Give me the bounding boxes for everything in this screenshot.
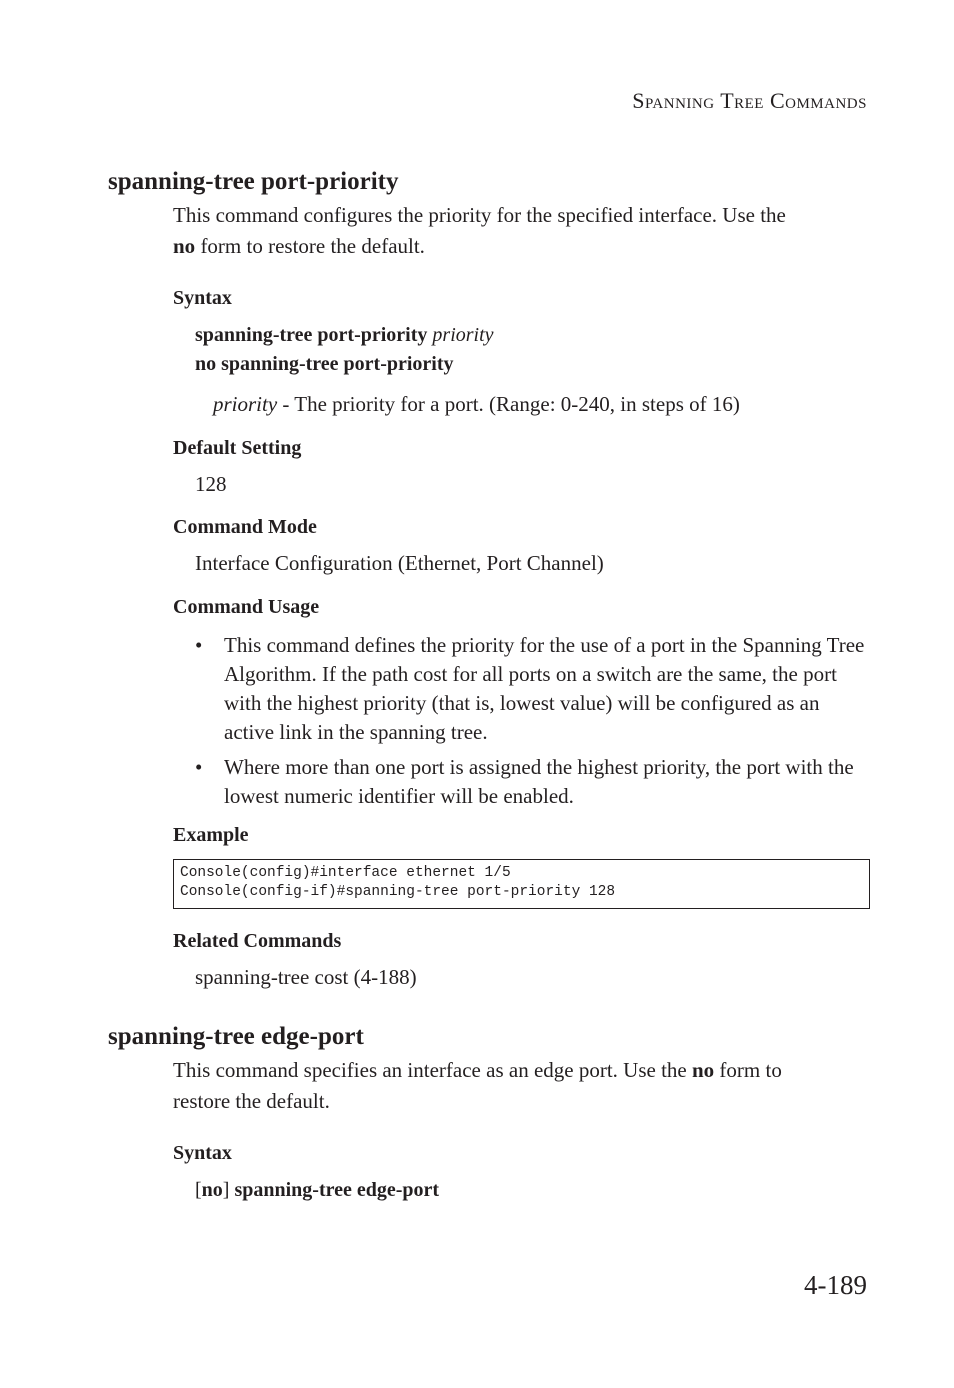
usage-item-text: This command defines the priority for the use of a port in the Spanning Tree Algorithm. If the path cost for all ports on a switch are the same, the port with the highest priority (that is, lowest value) will be configured as an active link in the spanning tree.: [224, 633, 865, 744]
page-number: 4-189: [804, 1270, 867, 1300]
syntax-heading: Syntax: [173, 287, 232, 309]
intro-line1: This command configures the priority for the specified interface. Use the: [173, 203, 786, 227]
syntax-block: [195, 321, 494, 379]
intro-no-keyword: no: [173, 234, 196, 258]
command-usage-heading: Command Usage: [173, 596, 320, 618]
command-mode-value: Interface Configuration (Ethernet, Port Channel): [195, 551, 604, 575]
command-mode-heading: Command Mode: [173, 516, 317, 538]
running-header: [632, 88, 867, 114]
intro-rest: form to restore the default.: [195, 234, 425, 258]
edge-intro-no-keyword: no: [691, 1058, 715, 1082]
edge-intro-line2: restore the default.: [173, 1089, 330, 1113]
command-usage-list: [195, 631, 870, 817]
parameter-name: priority: [213, 392, 278, 416]
example-heading: Example: [173, 824, 249, 846]
default-setting-value: 128: [195, 472, 227, 496]
edge-syntax-command: spanning-tree edge-port: [234, 1179, 440, 1201]
code-line: Console(config)#interface ethernet 1/5: [180, 865, 511, 881]
syntax-line-2: [195, 350, 494, 379]
bullet: •: [195, 633, 203, 657]
related-command-entry: spanning-tree cost (4-188): [195, 965, 417, 989]
section-title-port-priority: spanning-tree port-priority: [108, 168, 399, 195]
bullet: •: [195, 755, 203, 779]
list-item: [195, 753, 870, 811]
section-title-edge-port: spanning-tree edge-port: [108, 1023, 364, 1050]
example-code-box: [173, 859, 870, 909]
running-header-text: Spanning Tree Commands: [632, 88, 867, 113]
list-item: [195, 631, 870, 747]
parameter-description: [213, 392, 740, 417]
syntax-line-1: [195, 321, 494, 350]
edge-intro-post: form to: [714, 1058, 782, 1082]
parameter-text: - The priority for a port. (Range: 0-240, in steps of 16): [277, 392, 740, 416]
edge-syntax-heading: Syntax: [173, 1142, 232, 1164]
related-commands-heading: Related Commands: [173, 930, 342, 952]
intro-paragraph: [173, 200, 873, 262]
usage-item-text: Where more than one port is assigned the highest priority, the port with the lowest numeric identifier will be enabled.: [224, 755, 854, 808]
syntax-command: spanning-tree port-priority: [195, 324, 428, 346]
edge-intro-pre: This command specifies an interface as an edge port. Use the: [173, 1058, 692, 1082]
edge-syntax-no: no: [201, 1179, 223, 1201]
syntax-no-command: no spanning-tree port-priority: [195, 353, 454, 375]
bracket-open: [: [195, 1179, 202, 1201]
syntax-parameter: priority: [432, 324, 494, 346]
default-setting-heading: Default Setting: [173, 437, 302, 459]
edge-port-intro-paragraph: [173, 1055, 873, 1117]
code-line: Console(config-if)#spanning-tree port-priority 128: [180, 884, 616, 900]
bracket-close: ]: [222, 1179, 235, 1201]
edge-syntax-line: [195, 1176, 439, 1205]
